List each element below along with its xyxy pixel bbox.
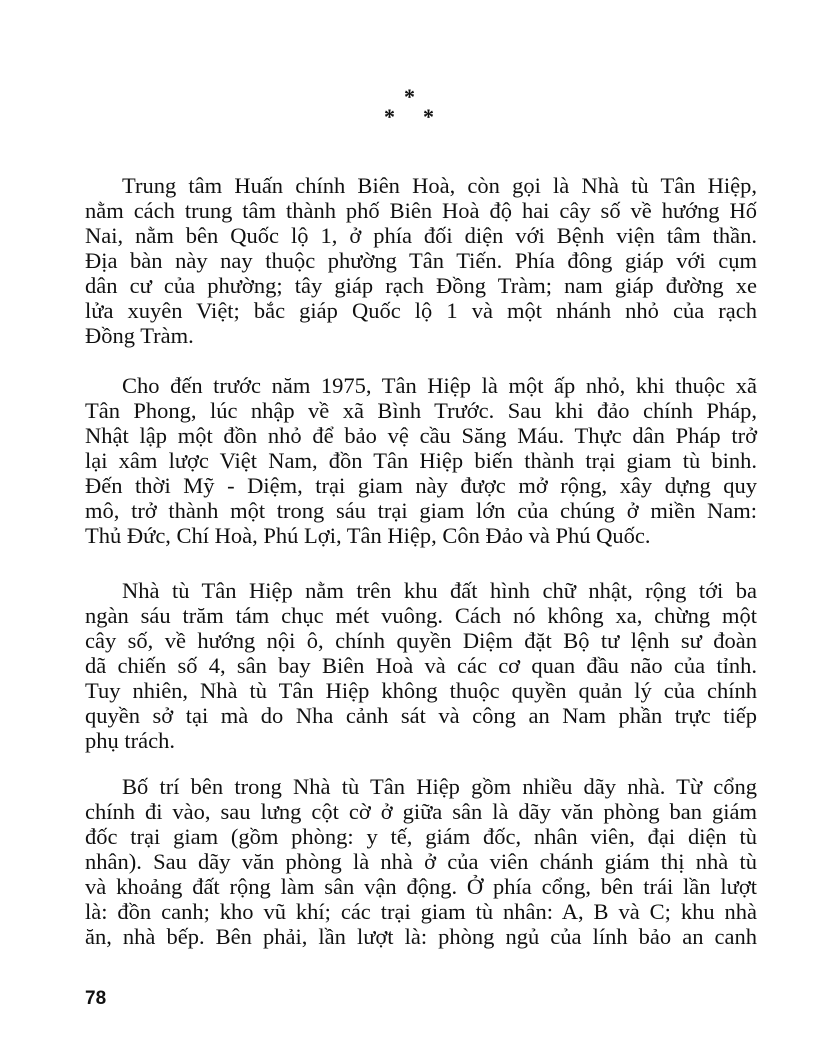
text-line: nằm cách trung tâm thành phố Biên Hoà độ hai cây số về hướng Hố (85, 198, 757, 223)
text-line: Nhật lập một đồn nhỏ để bảo vệ cầu Săng Máu. Thực dân Pháp trở (85, 423, 757, 448)
separator-star: * (404, 84, 415, 109)
text-line: Nhà tù Tân Hiệp nằm trên khu đất hình chữ nhật, rộng tới ba (122, 578, 757, 603)
text-line: đốc trại giam (gồm phòng: y tế, giám đốc, nhân viên, đại diện tù (85, 824, 757, 849)
separator-star: * (423, 104, 434, 129)
paragraph-1 (85, 173, 757, 348)
paragraph-2 (85, 373, 757, 548)
text-line: Cho đến trước năm 1975, Tân Hiệp là một ấp nhỏ, khi thuộc xã (122, 373, 757, 398)
text-line: mô, trở thành một trong sáu trại giam lớn của chúng ở miền Nam: (85, 498, 757, 523)
text-line: là: đồn canh; kho vũ khí; các trại giam tù nhân: A, B và C; khu nhà (85, 899, 757, 924)
text-line: dã chiến số 4, sân bay Biên Hoà và các cơ quan đầu não của tỉnh. (85, 653, 757, 678)
text-line: Tân Phong, lúc nhập về xã Bình Trước. Sau khi đảo chính Pháp, (85, 398, 757, 423)
text-line: Nai, nằm bên Quốc lộ 1, ở phía đối diện với Bệnh viện tâm thần. (85, 223, 757, 248)
text-line: chính đi vào, sau lưng cột cờ ở giữa sân là dãy văn phòng ban giám (85, 799, 757, 824)
text-line: Địa bàn này nay thuộc phường Tân Tiến. Phía đông giáp với cụm (85, 248, 757, 273)
text-line: và khoảng đất rộng làm sân vận động. Ở phía cổng, bên trái lần lượt (85, 874, 757, 899)
text-line: cây số, về hướng nội ô, chính quyền Diệm đặt Bộ tư lệnh sư đoàn (85, 628, 757, 653)
text-line: Tuy nhiên, Nhà tù Tân Hiệp không thuộc quyền quản lý của chính (85, 678, 757, 703)
paragraph-3 (85, 578, 757, 753)
text-line: quyền sở tại mà do Nha cảnh sát và công an Nam phần trực tiếp (85, 703, 757, 728)
text-line: Trung tâm Huấn chính Biên Hoà, còn gọi là Nhà tù Tân Hiệp, (122, 173, 757, 198)
text-line: ngàn sáu trăm tám chục mét vuông. Cách nó không xa, chừng một (85, 603, 757, 628)
text-line: nhân). Sau dãy văn phòng là nhà ở của viên chánh giám thị nhà tù (85, 849, 757, 874)
text-line: Đến thời Mỹ - Diệm, trại giam này được mở rộng, xây dựng quy (85, 473, 757, 498)
page-number: 78 (85, 988, 107, 1009)
text-line: phụ trách. (85, 728, 175, 753)
text-line: lại xâm lược Việt Nam, đồn Tân Hiệp biến thành trại giam tù binh. (85, 448, 757, 473)
text-line: lửa xuyên Việt; bắc giáp Quốc lộ 1 và một nhánh nhỏ của rạch (85, 298, 757, 323)
separator-star: * (384, 104, 395, 129)
text-line: Đồng Tràm. (85, 323, 194, 348)
text-line: dân cư của phường; tây giáp rạch Đồng Tràm; nam giáp đường xe (85, 273, 757, 298)
text-line: Thủ Đức, Chí Hoà, Phú Lợi, Tân Hiệp, Côn Đảo và Phú Quốc. (85, 523, 651, 548)
text-line: ăn, nhà bếp. Bên phải, lần lượt là: phòng ngủ của lính bảo an canh (85, 924, 757, 949)
text-line: Bố trí bên trong Nhà tù Tân Hiệp gồm nhiều dãy nhà. Từ cổng (122, 774, 757, 799)
paragraph-4 (85, 774, 757, 949)
